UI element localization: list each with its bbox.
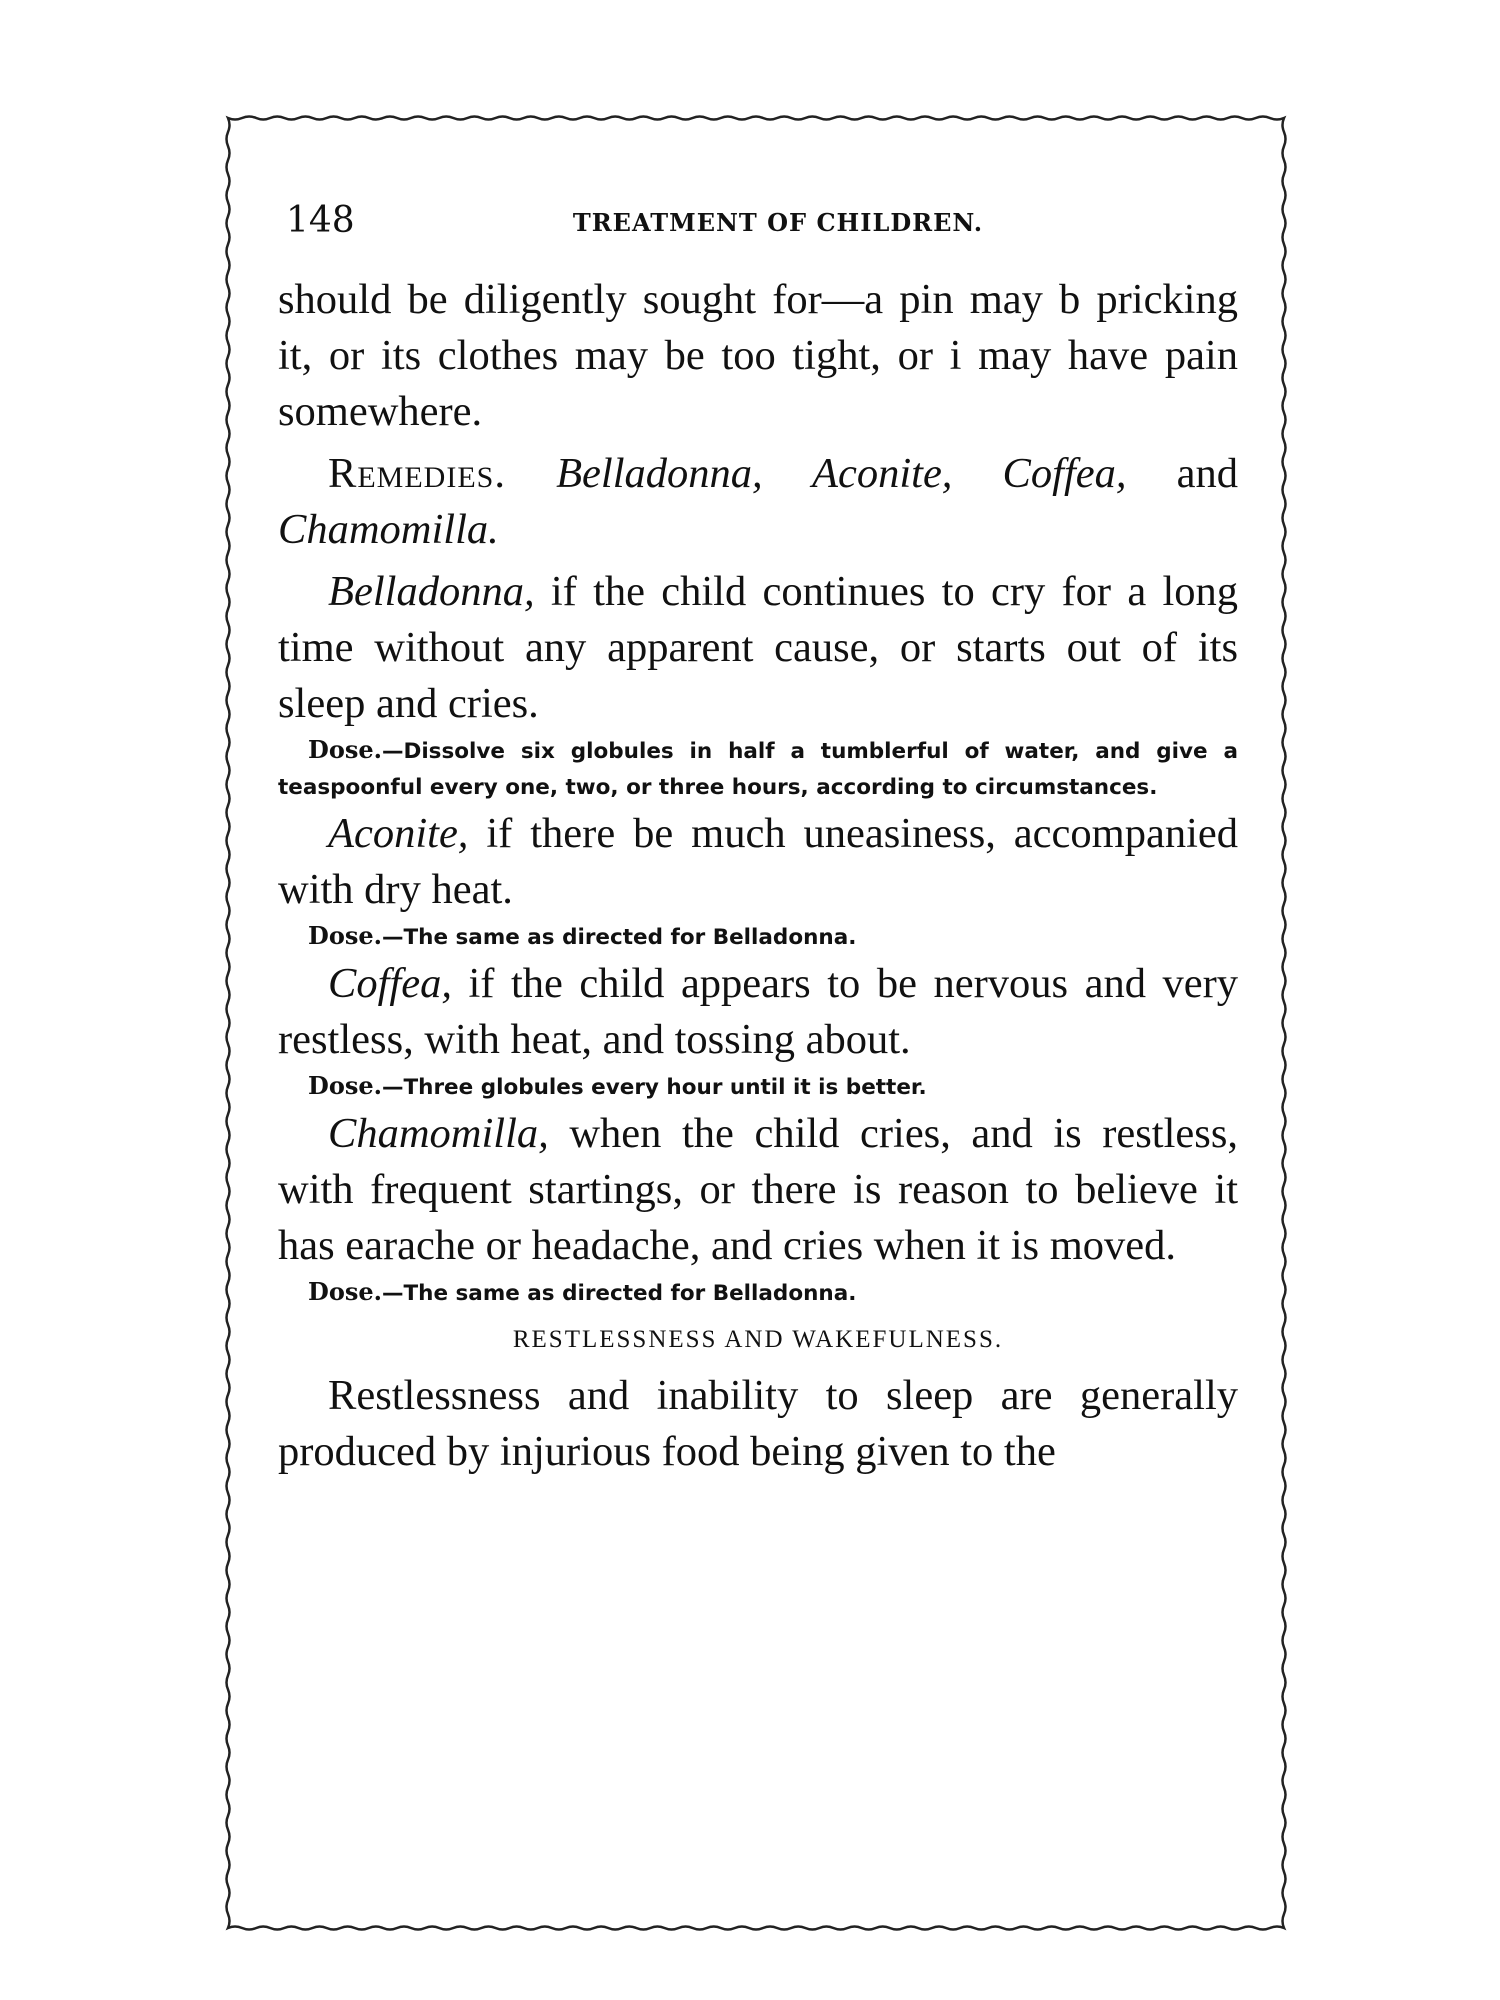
aconite-text: if there be much uneasiness, accompanied with dry heat. <box>278 810 1238 913</box>
coffea-paragraph <box>278 956 1238 1068</box>
chamomilla-paragraph <box>278 1106 1238 1274</box>
belladonna-name: Belladonna, <box>328 568 535 615</box>
dose-label: Dose. <box>308 1277 382 1306</box>
page-header <box>278 200 1238 254</box>
belladonna-text: if the child continues to cry for a long time without any apparent cause, or starts out of its sleep and cries. <box>278 568 1238 727</box>
page-body <box>278 272 1238 1480</box>
belladonna-dose <box>278 732 1238 806</box>
remedies-label: Remedies. <box>328 450 506 497</box>
section-title: RESTLESSNESS AND WAKEFULNESS. <box>512 1326 1004 1353</box>
coffea-text: if the child appears to be nervous and very restless, with heat, and tossing about. <box>278 960 1238 1063</box>
dose-text: —Three globules every hour until it is better. <box>381 1075 927 1100</box>
dose-label: Dose. <box>308 735 382 764</box>
section-paragraph: Restlessness and inability to sleep are generally produced by injurious food being given to the <box>278 1372 1238 1475</box>
dose-label: Dose. <box>308 921 382 950</box>
belladonna-paragraph <box>278 564 1238 732</box>
coffea-dose <box>278 1068 1238 1106</box>
remedies-and: and <box>1126 450 1238 497</box>
remedies-list: Belladonna, Aconite, Coffea, <box>556 450 1127 497</box>
intro-paragraph: should be diligently sought for—a pin may b pricking it, or its clothes may be too tight, or i may have pain somewhere. <box>278 276 1238 435</box>
page-number: 148 <box>286 200 355 241</box>
aconite-dose <box>278 918 1238 956</box>
remedies-last: Chamomilla. <box>278 506 499 553</box>
chamomilla-name: Chamomilla, <box>328 1110 549 1157</box>
dose-text: —The same as directed for Belladonna. <box>381 1281 857 1306</box>
chamomilla-text: when the child cries, and is restless, with frequent startings, or there is reason to believe it has earache or headache, and cries when it is moved. <box>278 1110 1238 1269</box>
aconite-name: Aconite, <box>328 810 469 857</box>
dose-label: Dose. <box>308 1071 382 1100</box>
remedies-paragraph <box>278 446 1238 558</box>
book-page <box>278 200 1238 1480</box>
running-title: TREATMENT OF CHILDREN. <box>572 208 984 237</box>
aconite-paragraph <box>278 806 1238 918</box>
chamomilla-dose <box>278 1274 1238 1312</box>
dose-text: —The same as directed for Belladonna. <box>381 925 857 950</box>
dose-text: —Dissolve six globules in half a tumblerful of water, and give a teaspoonful every one, two, or three hours, according to circumstances. <box>278 739 1238 800</box>
coffea-name: Coffea, <box>328 960 452 1007</box>
